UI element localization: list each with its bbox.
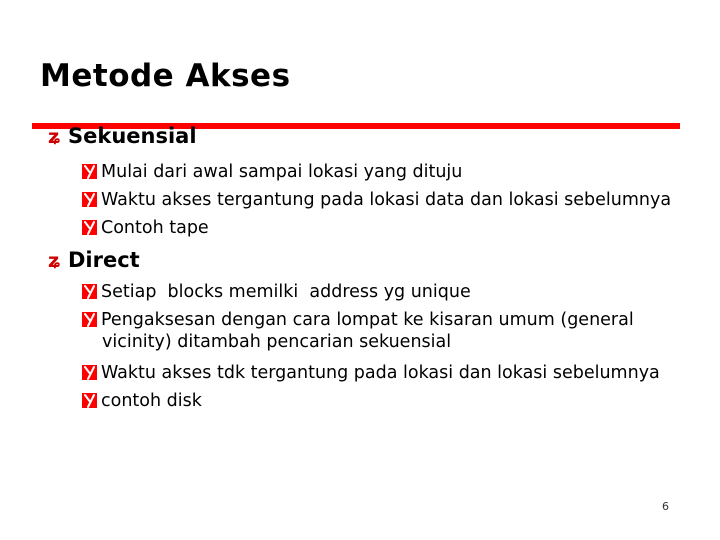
section-heading-sekuensial — [48, 123, 197, 150]
red-y-box-icon — [82, 192, 97, 207]
list-item-text: contoh disk — [101, 391, 202, 411]
list-item-text: Mulai dari awal sampai lokasi yang dituju — [101, 162, 463, 182]
z-mark-icon: ʑ — [48, 126, 61, 148]
red-y-box-icon — [82, 220, 97, 235]
list-item — [82, 390, 202, 412]
list-item — [82, 161, 462, 183]
section-heading-label: Direct — [68, 248, 140, 272]
list-item-text: Waktu akses tdk tergantung pada lokasi dan lokasi sebelumnya — [101, 363, 660, 383]
z-mark-icon: ʑ — [48, 250, 61, 272]
list-item-text: Pengaksesan dengan cara lompat ke kisaran umum (general vicinity) ditambah pencarian sekuensial — [101, 310, 634, 352]
list-item — [82, 281, 471, 303]
page-number: 6 — [662, 500, 669, 513]
list-item — [82, 309, 672, 353]
red-y-box-icon — [82, 164, 97, 179]
list-item — [82, 362, 660, 384]
section-heading-direct — [48, 247, 140, 274]
red-y-box-icon — [82, 284, 97, 299]
red-y-box-icon — [82, 393, 97, 408]
red-y-box-icon — [82, 365, 97, 380]
list-item — [82, 189, 671, 211]
list-item-text: Waktu akses tergantung pada lokasi data dan lokasi sebelumnya — [101, 190, 672, 210]
list-item — [82, 217, 209, 239]
section-heading-label: Sekuensial — [68, 124, 197, 148]
list-item-text: Contoh tape — [101, 218, 209, 238]
slide-title: Metode Akses — [40, 58, 291, 94]
red-y-box-icon — [82, 312, 97, 327]
list-item-text: Setiap blocks memilki address yg unique — [101, 282, 471, 302]
